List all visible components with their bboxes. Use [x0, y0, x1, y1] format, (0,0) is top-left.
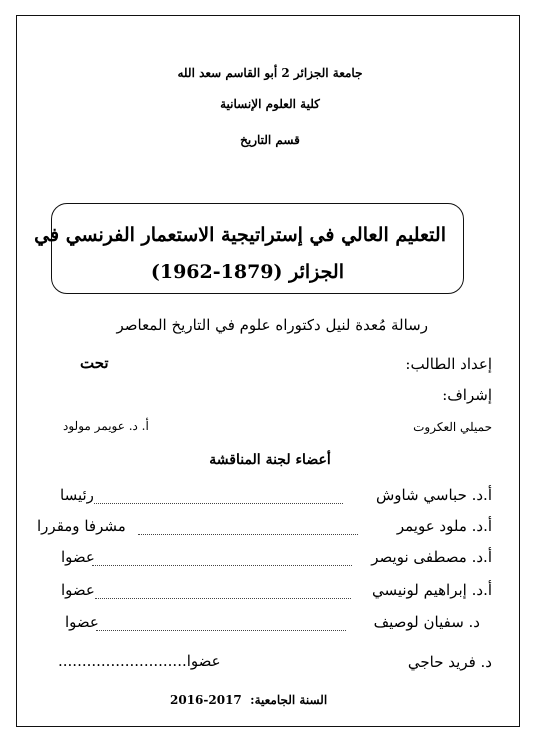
committee-member-role-text: عضوا: [186, 652, 221, 670]
academic-year-line: [170, 693, 327, 707]
dotted-leader-text: ...........................: [58, 652, 187, 670]
committee-member-role: عضوا: [61, 548, 95, 566]
committee-member-name: د. فريد حاجي: [407, 653, 492, 671]
dotted-leader: [92, 565, 352, 566]
under-label: تحت: [80, 354, 109, 372]
student-name: حميلي العكروت: [413, 420, 492, 434]
academic-year-label: السنة الجامعية:: [250, 693, 328, 707]
committee-member-name: د. سفيان لوصيف: [373, 613, 480, 631]
dotted-leader: [95, 598, 351, 599]
dotted-leader: [94, 503, 343, 504]
faculty-name: كلية العلوم الإنسانية: [220, 97, 320, 111]
committee-member-role: مشرفا ومقررا: [37, 517, 126, 535]
dotted-leader: [138, 534, 358, 535]
thesis-type: رسالة مُعدة لنيل دكتوراه علوم في التاريخ المعاصر: [116, 316, 428, 334]
dotted-leader: [96, 630, 346, 631]
committee-member-name: أ.د. مصطفى نويصر: [371, 548, 492, 566]
academic-year-value: 2016-2017: [170, 693, 242, 707]
committee-member-role: عضوا: [65, 613, 99, 631]
thesis-title-line1: التعليم العالي في إستراتيجية الاستعمار الفرنسي في: [34, 224, 446, 246]
prepared-by-label: إعداد الطالب:: [405, 355, 492, 373]
university-name: جامعة الجزائر 2 أبو القاسم سعد الله: [177, 66, 363, 80]
committee-member-name: أ.د. إبراهيم لونيسي: [371, 581, 492, 599]
committee-member-role: عضوا: [61, 581, 95, 599]
committee-heading: أعضاء لجنة المناقشة: [209, 452, 331, 468]
supervisor-name: أ. د. عويمر مولود: [63, 419, 149, 433]
thesis-title-line2: الجزائر (1879-1962): [150, 261, 344, 283]
committee-member-role: رئيسا: [60, 486, 94, 504]
committee-member-role: [58, 652, 221, 670]
department-name: قسم التاريخ: [240, 133, 300, 147]
committee-member-name: أ.د. ملود عويمر: [396, 517, 492, 535]
committee-member-name: أ.د. حباسي شاوش: [375, 486, 492, 504]
supervision-label: إشراف:: [442, 386, 492, 404]
